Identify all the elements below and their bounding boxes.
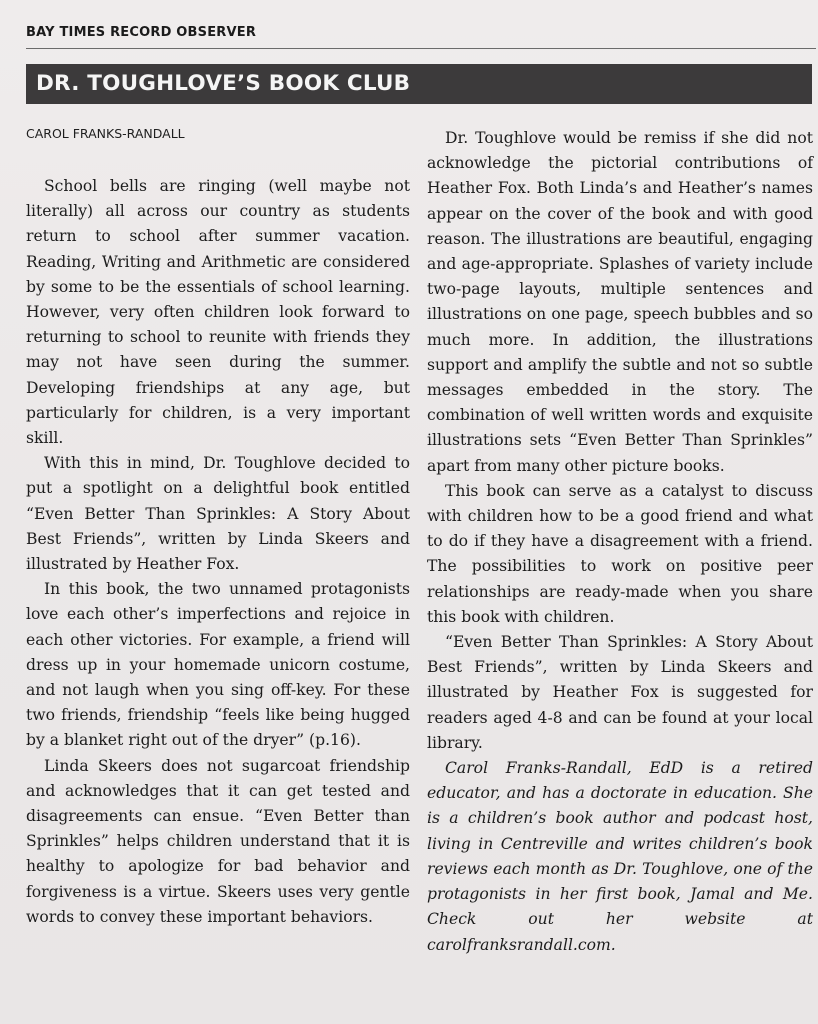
section-title: DR. TOUGHLOVE’S BOOK CLUB (36, 71, 411, 96)
paragraph: This book can serve as a catalyst to discuss with children how to be a good friend and what to do if they have a disagreement with a friend. The possibilities to work on positive peer relationships are ready-made when you share this book with children. (427, 481, 813, 626)
paragraph: School bells are ringing (well maybe not literally) all across our country as students return to school after summer vacation. Reading, Writing and Arithmetic are considered by some to be the essentials of school learning. However, very often children look forward to returning to school to reunite with friends they may not have seen during the summer. Developing friendships at any age, but particularly for children, is a very important skill. (26, 177, 410, 448)
byline: CAROL FRANKS-RANDALL (26, 126, 185, 141)
paragraph: “Even Better Than Sprinkles: A Story About Best Friends”, written by Linda Skeers and illustrated by Heather Fox is suggested for readers aged 4-8 and can be found at your local library. (427, 633, 813, 752)
section-banner (26, 64, 812, 104)
paragraph: Linda Skeers does not sugarcoat friendship and acknowledges that it can get tested and disagreements can ensue. “Even Better than Sprinkles” helps children understand that it is healthy to apologize for bad behavior and forgiveness is a virtue. Skeers uses very gentle words to convey these important behaviors. (26, 756, 410, 926)
author-bio: Carol Franks-Randall, EdD is a retired educator, and has a doctorate in education. She is a children’s book author and podcast host, living in Centreville and writes children’s book reviews each month as Dr. Toughlove, one of the protagonists in her first book, Jamal and Me. Check out her website at carolfranksrandall.com. (427, 759, 813, 954)
paragraph: In this book, the two unnamed protagonists love each other’s imperfections and rejoice in each other victories. For example, a friend will dress up in your homemade unicorn costume, and not laugh when you sing off-key. For these two friends, friendship “feels like being hugged by a blanket right out of the dryer” (p.16). (26, 580, 410, 750)
masthead-rule (26, 48, 816, 49)
paragraph: Dr. Toughlove would be remiss if she did not acknowledge the pictorial contributions of Heather Fox. Both Linda’s and Heather’s names appear on the cover of the book and with good reason. The illustrations are beautiful, engaging and age-appropriate. Splashes of variety include two-page layouts, multiple sentences and illustrations on one page, speech bubbles and so much more. In addition, the illustrations support and amplify the subtle and not so subtle messages embedded in the story. The combination of well written words and exquisite illustrations sets “Even Better Than Sprinkles” apart from many other picture books. (427, 129, 813, 475)
paragraph: With this in mind, Dr. Toughlove decided to put a spotlight on a delightful book entitled “Even Better Than Sprinkles: A Story About Best Friends”, written by Linda Skeers and illustrated by Heather Fox. (26, 454, 410, 574)
right-column (427, 126, 813, 958)
left-column (26, 174, 410, 930)
masthead: BAY TIMES RECORD OBSERVER (26, 25, 257, 40)
